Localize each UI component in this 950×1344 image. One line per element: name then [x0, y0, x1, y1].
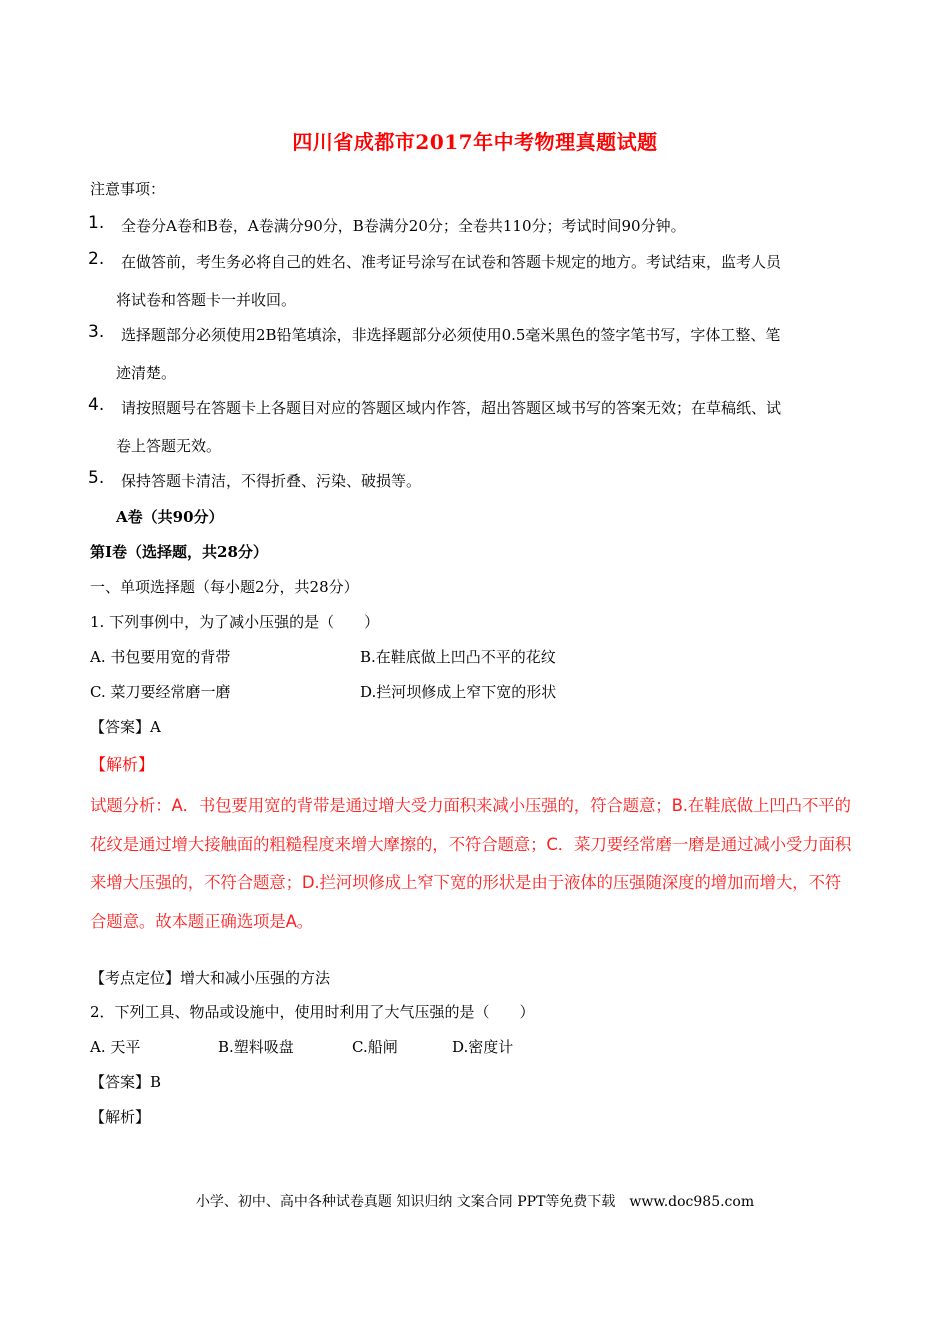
q2-analysis-label: 【解析】 [90, 1108, 151, 1126]
notice-item-text: 在做答前，考生务必将自己的姓名、准考证号涂写在试卷和答题卡规定的地方。考试结束，监考人员 [121, 253, 782, 271]
q1-answer: 【答案】A [90, 718, 161, 736]
notice-item-text-continued: 迹清楚。 [116, 364, 177, 382]
part-1-heading: 第Ⅰ卷（选择题，共28分） [90, 543, 268, 561]
q1-option-b: B.在鞋底做上凹凸不平的花纹 [360, 648, 556, 666]
analysis-line: 合题意。故本题正确选项是A。 [90, 911, 313, 931]
notice-item-number: 3. [88, 322, 105, 342]
page-footer: 小学、初中、高中各种试卷真题 知识归纳 文案合同 PPT等免费下载 www.doc985.com [195, 1194, 755, 1210]
q1-analysis-label: 【解析】 [90, 755, 155, 774]
notice-item-number: 2. [88, 249, 105, 269]
notice-item-number: 4. [88, 395, 105, 415]
q1-option-c: C. 菜刀要经常磨一磨 [90, 683, 231, 701]
notice-item-text-continued: 将试卷和答题卡一并收回。 [116, 291, 297, 309]
q1-kaodian: 【考点定位】增大和减小压强的方法 [90, 969, 331, 987]
notice-item-text-continued: 卷上答题无效。 [116, 437, 222, 455]
single-choice-heading: 一、单项选择题（每小题2分，共28分） [90, 578, 359, 596]
notice-item-text: 选择题部分必须使用2B铅笔填涂，非选择题部分必须使用0.5毫米黑色的签字笔书写，字体工整、笔 [121, 326, 781, 344]
section-a-heading: A卷（共90分） [116, 508, 224, 526]
q2-answer: 【答案】B [90, 1073, 162, 1091]
q1-stem: 1. 下列事例中，为了减小压强的是（ ） [90, 613, 380, 631]
analysis-line: 来增大压强的，不符合题意；D.拦河坝修成上窄下宽的形状是由于液体的压强随深度的增加而增大，不符 [90, 873, 842, 892]
analysis-line: 试题分析：A．书包要用宽的背带是通过增大受力面积来减小压强的，符合题意；B.在鞋底做上凹凸不平的 [90, 796, 851, 815]
q2-option-b: B.塑料吸盘 [218, 1038, 294, 1056]
notice-item-text: 全卷分A卷和B卷，A卷满分90分，B卷满分20分；全卷共110分；考试时间90分钟。 [121, 217, 686, 235]
analysis-line: 花纹是通过增大接触面的粗糙程度来增大摩擦的，不符合题意；C．菜刀要经常磨一磨是通过减小受力面积 [90, 834, 852, 854]
page-title: 四川省成都市2017年中考物理真题试题 [292, 130, 658, 154]
q2-option-d: D.密度计 [452, 1038, 514, 1056]
q1-option-a: A. 书包要用宽的背带 [90, 648, 231, 666]
q1-option-d: D.拦河坝修成上窄下宽的形状 [360, 683, 557, 701]
notice-item-number: 1. [88, 213, 105, 233]
notice-item-text: 保持答题卡清洁，不得折叠、污染、破损等。 [121, 472, 422, 490]
notice-item-text: 请按照题号在答题卡上各题目对应的答题区域内作答，超出答题区域书写的答案无效；在草稿纸、试 [121, 399, 782, 417]
notice-item-number: 5. [88, 468, 105, 488]
notice-heading: 注意事项： [90, 180, 166, 198]
q1-analysis-text [90, 787, 880, 941]
q2-option-a: A. 天平 [90, 1038, 141, 1056]
q2-stem: 2．下列工具、物品或设施中，使用时利用了大气压强的是（ ） [90, 1003, 535, 1021]
q2-option-c: C.船闸 [352, 1038, 398, 1056]
